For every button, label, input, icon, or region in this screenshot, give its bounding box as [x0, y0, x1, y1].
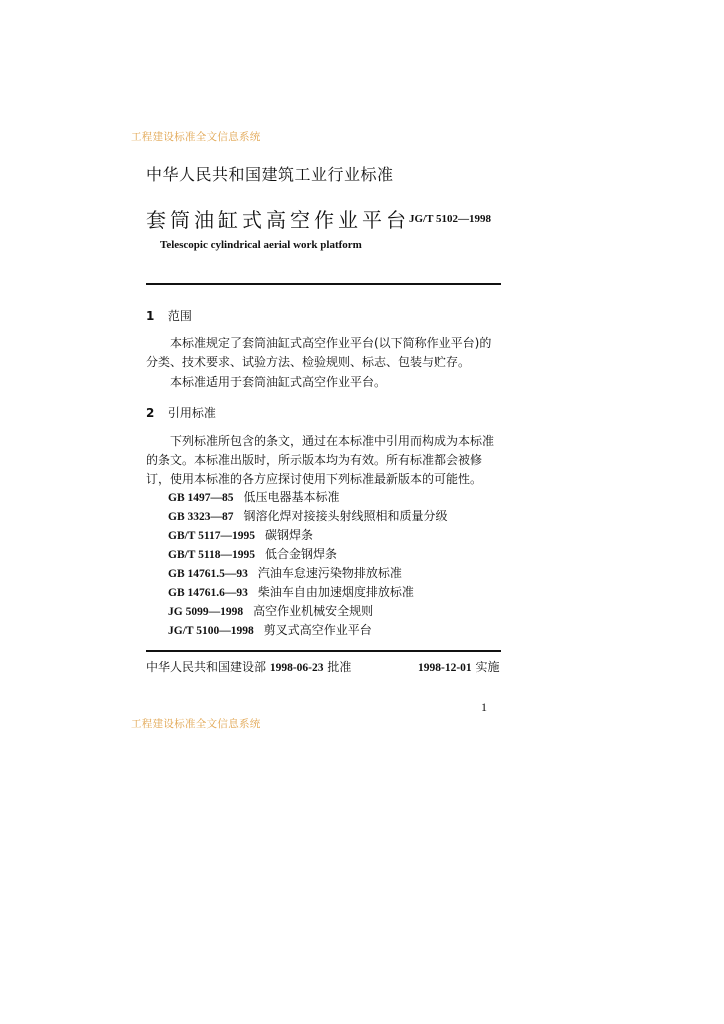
page-number: 1 [481, 700, 487, 714]
section-number: 1 [146, 309, 155, 323]
section-number: 2 [146, 406, 155, 420]
ref-code: JG/T 5100—1998 [168, 625, 254, 637]
implementation-line [418, 658, 500, 675]
document-title-en: Telescopic cylindrical aerial work platform [160, 239, 362, 251]
section-1-heading [146, 307, 192, 324]
referenced-standards-list [168, 488, 448, 640]
ref-title: 汽油车怠速污染物排放标准 [257, 566, 402, 580]
section-2-paragraph: 下列标准所包含的条文，通过在本标准中引用而构成为本标准的条文。本标准出版时，所示版本均为有效。所有标准都会被修订，使用本标准的各方应探讨使用下列标准最新版本的可能性。 [146, 434, 495, 486]
approve-word: 批准 [327, 660, 352, 674]
ref-code: JG 5099—1998 [168, 606, 244, 618]
list-item [168, 507, 448, 526]
watermark-bottom: 工程建设标准全文信息系统 [131, 718, 261, 730]
industry-standard-heading: 中华人民共和国建筑工业行业标准 [146, 165, 394, 184]
list-item [168, 526, 448, 545]
watermark-top: 工程建设标准全文信息系统 [131, 131, 261, 143]
impl-date: 1998-12-01 [418, 662, 472, 674]
approve-date: 1998-06-23 [269, 662, 324, 674]
approve-org: 中华人民共和国建设部 [146, 660, 267, 674]
ref-title: 高空作业机械安全规则 [253, 604, 374, 618]
document-title-cn: 套筒油缸式高空作业平台 [146, 208, 410, 232]
ref-title: 钢溶化焊对接接头射线照相和质量分级 [243, 509, 448, 523]
ref-title: 低合金钢焊条 [265, 547, 338, 561]
footer-rule [146, 650, 501, 652]
ref-code: GB 3323—87 [168, 511, 234, 523]
list-item [168, 564, 448, 583]
header-rule [146, 283, 501, 285]
ref-code: GB 14761.5—93 [168, 568, 248, 580]
impl-word: 实施 [475, 660, 500, 674]
ref-title: 低压电器基本标准 [243, 490, 340, 504]
ref-title: 柴油车自由加速烟度排放标准 [257, 585, 414, 599]
ref-title: 剪叉式高空作业平台 [263, 623, 372, 637]
list-item [168, 602, 448, 621]
list-item [168, 545, 448, 564]
list-item [168, 583, 448, 602]
ref-code: GB 14761.6—93 [168, 587, 248, 599]
list-item [168, 621, 448, 640]
ref-code: GB 1497—85 [168, 492, 234, 504]
ref-code: GB/T 5117—1995 [168, 530, 256, 542]
standard-code: JG/T 5102—1998 [409, 213, 492, 225]
approval-line [146, 658, 351, 675]
section-title: 范围 [167, 309, 192, 323]
section-2-heading [146, 404, 216, 421]
list-item [168, 488, 448, 507]
ref-code: GB/T 5118—1995 [168, 549, 256, 561]
ref-title: 碳钢焊条 [265, 528, 314, 542]
section-1-paragraph-2: 本标准适用于套筒油缸式高空作业平台。 [170, 375, 387, 389]
section-title: 引用标准 [167, 406, 216, 420]
section-1-paragraph-1: 本标准规定了套筒油缸式高空作业平台(以下简称作业平台)的分类、技术要求、试验方法、检验规则、标志、包装与贮存。 [146, 336, 492, 369]
